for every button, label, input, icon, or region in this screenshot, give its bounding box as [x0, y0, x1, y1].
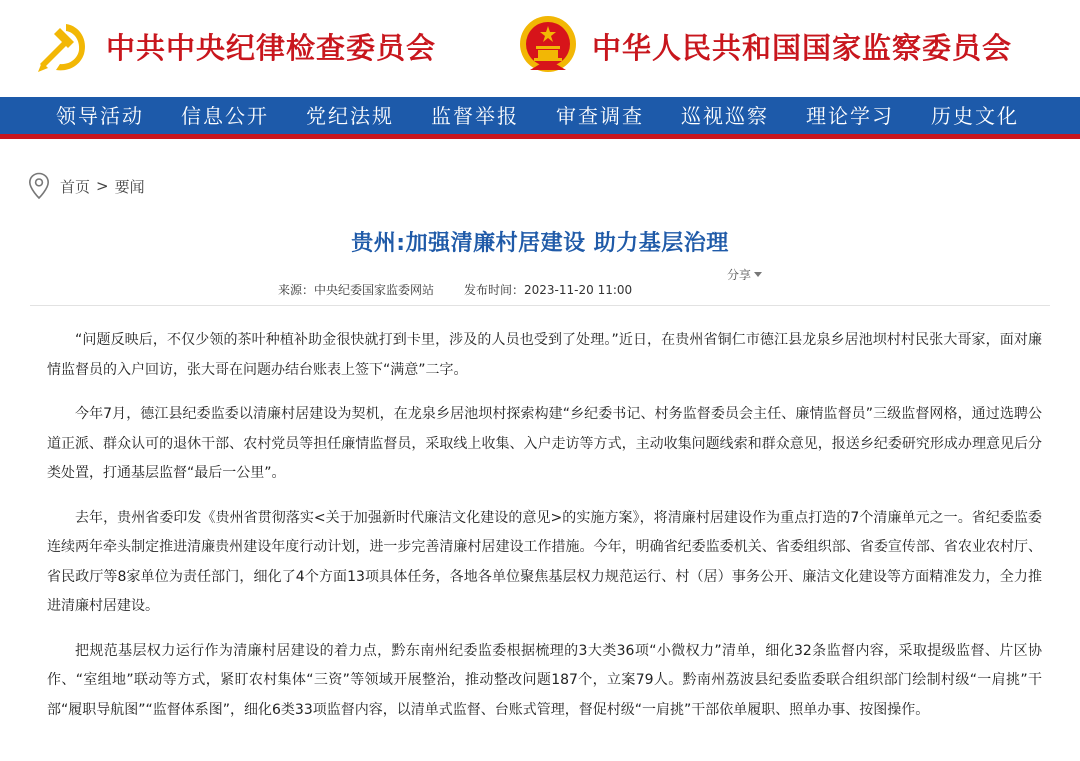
breadcrumb-current[interactable]: 要闻	[114, 177, 145, 196]
nav-item-investigation[interactable]: 审查调查	[556, 104, 644, 128]
ccdi-title: 中共中央纪律检查委员会	[106, 30, 437, 65]
chevron-down-icon	[754, 272, 762, 277]
article-paragraph: 今年7月，德江县纪委监委以清廉村居建设为契机，在龙泉乡居池坝村探索构建“乡纪委书记、村务监督委员会主任、廉情监督员”三级监督网格，通过选聘公道正派、群众认可的退休干部、农村党员等担任廉情监督员，采取线上收集、入户走访等方式，主动收集问题线索和群众意见，报送乡纪委研究形成办理意见后分类处置，打通基层监督“最后一公里”。	[47, 406, 1042, 481]
party-emblem-icon	[30, 14, 94, 78]
article-paragraph: “问题反映后，不仅少领的茶叶种植补助金很快就打到卡里，涉及的人员也受到了处理。”近日，在贵州省铜仁市德江县龙泉乡居池坝村村民张大哥家，面对廉情监督员的入户回访，张大哥在问题办结台账表上签下“满意”二字。	[47, 332, 1042, 378]
breadcrumb	[28, 172, 145, 200]
site-header	[0, 0, 1080, 97]
nav-item-leadership[interactable]: 领导活动	[56, 104, 144, 128]
nav-item-info-disclosure[interactable]: 信息公开	[181, 104, 269, 128]
share-button[interactable]	[727, 266, 762, 283]
main-nav	[0, 97, 1080, 139]
share-label: 分享	[727, 268, 752, 282]
title-divider	[30, 305, 1050, 306]
nav-item-regulations[interactable]: 党纪法规	[306, 104, 394, 128]
article-publish-time: 发布时间：2023-11-20 11:00	[464, 283, 633, 297]
article-paragraph: 把规范基层权力运行作为清廉村居建设的着力点，黔东南州纪委监委根据梳理的3大类36项“小微权力”清单，细化32条监督内容，采取提级监督、片区协作、“室组地”联动等方式，紧盯农村集体“三资”等领域开展整治，推动整改问题187个，立案79人。黔南州荔波县纪委监委联合组织部门绘制村级“一肩挑”干部“履职导航图”“监督体系图”，细化6类33项监督内容，以清单式监督、台账式管理，督促村级“一肩挑”干部依单履职、照单办事、按图操作。	[47, 642, 1042, 718]
article-paragraph: 去年，贵州省委印发《贵州省贯彻落实<关于加强新时代廉洁文化建设的意见>的实施方案》，将清廉村居建设作为重点打造的7个清廉单元之一。省纪委监委连续两年牵头制定推进清廉贵州建设年度行动计划，进一步完善清廉村居建设工作措施。今年，明确省纪委监委机关、省委组织部、省委宣传部、省农业农村厅、省民政厅等8家单位为责任部门，细化了4个方面13项具体任务，各地各单位聚焦基层权力规范运行、村（居）事务公开、廉洁文化建设等方面精准发力，全力推进清廉村居建设。	[47, 509, 1042, 614]
breadcrumb-separator: >	[96, 177, 109, 195]
breadcrumb-home[interactable]: 首页	[60, 177, 91, 196]
nav-item-report[interactable]: 监督举报	[431, 104, 519, 128]
nsc-brand[interactable]	[516, 0, 1012, 92]
article-body	[47, 326, 1042, 725]
article-source: 来源：中央纪委国家监委网站	[278, 283, 435, 297]
nav-item-inspection[interactable]: 巡视巡察	[681, 104, 769, 128]
national-emblem-icon	[516, 14, 580, 78]
article-meta	[278, 281, 632, 298]
article-title: 贵州:加强清廉村居建设 助力基层治理	[351, 231, 729, 256]
nav-item-history[interactable]: 历史文化	[931, 104, 1019, 128]
location-pin-icon	[28, 172, 50, 200]
nav-item-theory[interactable]: 理论学习	[806, 104, 894, 128]
ccdi-brand[interactable]	[30, 0, 436, 92]
nsc-title: 中华人民共和国国家监察委员会	[592, 30, 1013, 65]
